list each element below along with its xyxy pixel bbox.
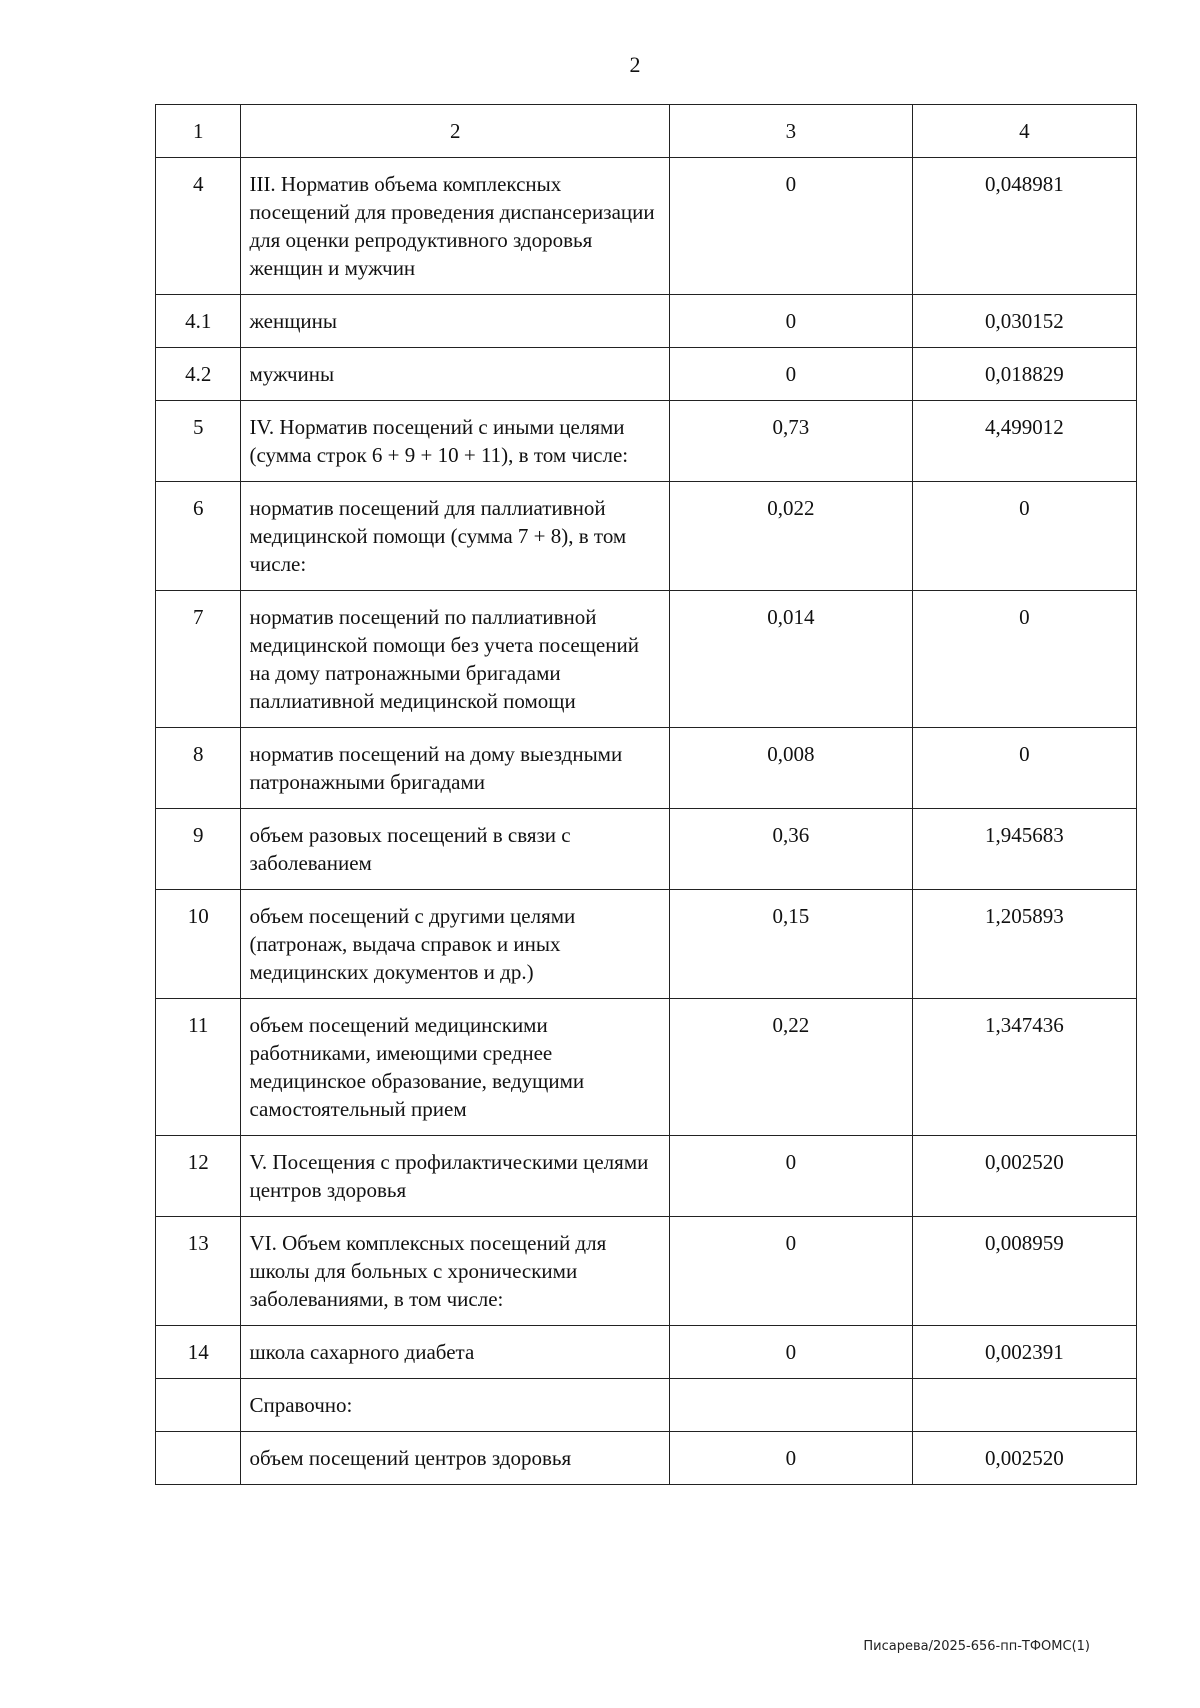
row-value-col3: 0,014 — [670, 591, 913, 728]
row-number: 11 — [156, 999, 241, 1136]
row-value-col3 — [670, 1379, 913, 1432]
table-row — [156, 1326, 1137, 1379]
row-value-col3: 0 — [670, 348, 913, 401]
table-row — [156, 158, 1137, 295]
row-number: 5 — [156, 401, 241, 482]
table-row — [156, 295, 1137, 348]
row-text: объем посещений медицинскими работниками, имеющими среднее медицинское образование, ведущими самостоятельный прием — [241, 999, 670, 1136]
row-value-col3: 0,36 — [670, 809, 913, 890]
row-value-col3: 0,73 — [670, 401, 913, 482]
row-number: 9 — [156, 809, 241, 890]
header-col-1: 1 — [156, 105, 241, 158]
row-text: объем разовых посещений в связи с заболеванием — [241, 809, 670, 890]
table-row — [156, 348, 1137, 401]
row-text: Справочно: — [241, 1379, 670, 1432]
row-value-col4: 0 — [912, 728, 1136, 809]
row-value-col4: 0,018829 — [912, 348, 1136, 401]
table-row — [156, 999, 1137, 1136]
row-number: 4.1 — [156, 295, 241, 348]
table-row — [156, 482, 1137, 591]
data-table — [155, 104, 1137, 1485]
row-value-col4: 1,945683 — [912, 809, 1136, 890]
table-row — [156, 1432, 1137, 1485]
table-row — [156, 890, 1137, 999]
row-value-col3: 0 — [670, 1432, 913, 1485]
row-value-col3: 0,15 — [670, 890, 913, 999]
row-text: норматив посещений для паллиативной медицинской помощи (сумма 7 + 8), в том числе: — [241, 482, 670, 591]
header-col-4: 4 — [912, 105, 1136, 158]
row-value-col4 — [912, 1379, 1136, 1432]
row-value-col4: 0,002391 — [912, 1326, 1136, 1379]
row-number: 6 — [156, 482, 241, 591]
row-number: 7 — [156, 591, 241, 728]
row-text: III. Норматив объема комплексных посещений для проведения диспансеризации для оценки репродуктивного здоровья женщин и мужчин — [241, 158, 670, 295]
table-row — [156, 1379, 1137, 1432]
row-value-col4: 0 — [912, 591, 1136, 728]
table-row — [156, 809, 1137, 890]
row-value-col4: 0 — [912, 482, 1136, 591]
row-value-col3: 0 — [670, 295, 913, 348]
row-number: 13 — [156, 1217, 241, 1326]
row-value-col4: 1,347436 — [912, 999, 1136, 1136]
row-number: 10 — [156, 890, 241, 999]
row-value-col3: 0 — [670, 1326, 913, 1379]
row-number: 4 — [156, 158, 241, 295]
row-value-col3: 0 — [670, 1136, 913, 1217]
row-value-col3: 0 — [670, 1217, 913, 1326]
row-value-col3: 0,008 — [670, 728, 913, 809]
table-row — [156, 401, 1137, 482]
table-row — [156, 1136, 1137, 1217]
row-value-col4: 0,002520 — [912, 1136, 1136, 1217]
row-text: мужчины — [241, 348, 670, 401]
row-value-col4: 0,048981 — [912, 158, 1136, 295]
row-value-col4: 0,030152 — [912, 295, 1136, 348]
page-number: 2 — [629, 52, 641, 77]
header-col-2: 2 — [241, 105, 670, 158]
row-number: 14 — [156, 1326, 241, 1379]
row-text: объем посещений центров здоровья — [241, 1432, 670, 1485]
row-value-col4: 1,205893 — [912, 890, 1136, 999]
row-text: норматив посещений на дому выездными патронажными бригадами — [241, 728, 670, 809]
row-value-col4: 0,008959 — [912, 1217, 1136, 1326]
row-number — [156, 1379, 241, 1432]
table-header-row — [156, 105, 1137, 158]
row-text: V. Посещения с профилактическими целями центров здоровья — [241, 1136, 670, 1217]
row-text: женщины — [241, 295, 670, 348]
row-number — [156, 1432, 241, 1485]
row-value-col3: 0 — [670, 158, 913, 295]
row-text: VI. Объем комплексных посещений для школы для больных с хроническими заболеваниями, в том числе: — [241, 1217, 670, 1326]
row-number: 12 — [156, 1136, 241, 1217]
row-value-col4: 0,002520 — [912, 1432, 1136, 1485]
table-row — [156, 591, 1137, 728]
row-value-col4: 4,499012 — [912, 401, 1136, 482]
row-number: 8 — [156, 728, 241, 809]
header-col-3: 3 — [670, 105, 913, 158]
document-footer-reference: Писарева/2025-656-пп-ТФОМС(1) — [863, 1639, 1090, 1654]
row-value-col3: 0,022 — [670, 482, 913, 591]
row-value-col3: 0,22 — [670, 999, 913, 1136]
row-number: 4.2 — [156, 348, 241, 401]
row-text: школа сахарного диабета — [241, 1326, 670, 1379]
table-row — [156, 1217, 1137, 1326]
row-text: норматив посещений по паллиативной медицинской помощи без учета посещений на дому патронажными бригадами паллиативной медицинской помощи — [241, 591, 670, 728]
row-text: IV. Норматив посещений с иными целями (сумма строк 6 + 9 + 10 + 11), в том числе: — [241, 401, 670, 482]
table-row — [156, 728, 1137, 809]
row-text: объем посещений с другими целями (патронаж, выдача справок и иных медицинских документов и др.) — [241, 890, 670, 999]
